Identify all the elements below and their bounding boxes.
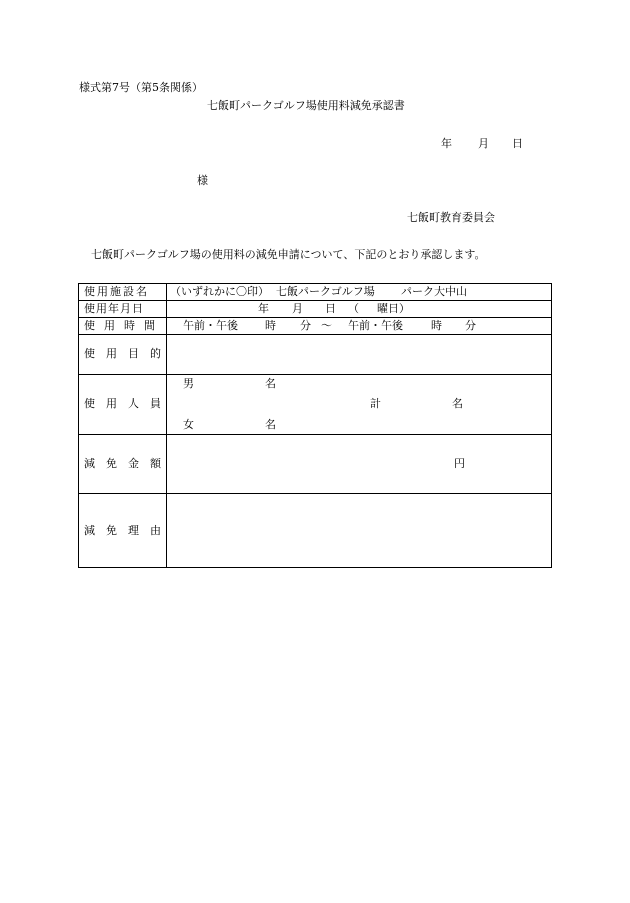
date-open-paren: （ bbox=[348, 302, 359, 315]
facility-option-oonakayama: パーク大中山 bbox=[401, 285, 467, 298]
persons-female-unit: 名 bbox=[265, 418, 276, 431]
row-divider bbox=[79, 334, 551, 335]
time-start-hour: 時 bbox=[265, 319, 276, 332]
amount-unit: 円 bbox=[454, 457, 465, 470]
time-end-ampm: 午前・午後 bbox=[348, 319, 403, 332]
reason-label: 減免理由 bbox=[84, 524, 172, 537]
time-label: 使用時間 bbox=[84, 319, 164, 332]
date-year: 年 bbox=[258, 302, 269, 315]
row-divider bbox=[79, 493, 551, 494]
issuer-name: 七飯町教育委員会 bbox=[407, 211, 495, 224]
addressee-suffix: 様 bbox=[197, 174, 208, 187]
date-label: 使用年月日 bbox=[84, 302, 144, 315]
time-end-hour: 時 bbox=[431, 319, 442, 332]
date-year-label: 年 bbox=[441, 137, 452, 150]
time-end-minute: 分 bbox=[465, 319, 476, 332]
facility-label: 使用施設名 bbox=[84, 285, 149, 298]
facility-option-nanae: 七飯パークゴルフ場 bbox=[276, 285, 375, 298]
persons-male-unit: 名 bbox=[265, 377, 276, 390]
persons-male-label: 男 bbox=[183, 377, 194, 390]
time-start-minute: 分 bbox=[300, 319, 311, 332]
row-divider bbox=[79, 374, 551, 375]
persons-female-label: 女 bbox=[183, 418, 194, 431]
approval-form-table bbox=[78, 283, 552, 568]
persons-label: 使用人員 bbox=[84, 397, 172, 410]
date-weekday: 曜日） bbox=[377, 302, 410, 315]
form-number: 様式第7号（第5条関係） bbox=[79, 81, 203, 94]
date-month: 月 bbox=[292, 302, 303, 315]
date-month-label: 月 bbox=[478, 137, 489, 150]
facility-note: （いずれかに〇印） bbox=[170, 285, 269, 298]
persons-total-label: 計 bbox=[370, 397, 381, 410]
document-title: 七飯町パークゴルフ場使用料減免承認書 bbox=[207, 99, 405, 112]
row-divider bbox=[79, 300, 551, 301]
amount-label: 減免金額 bbox=[84, 457, 172, 470]
time-start-ampm: 午前・午後 bbox=[183, 319, 238, 332]
persons-total-unit: 名 bbox=[452, 397, 463, 410]
approval-statement: 七飯町パークゴルフ場の使用料の減免申請について、下記のとおり承認します。 bbox=[91, 248, 486, 261]
purpose-label: 使用目的 bbox=[84, 347, 172, 360]
date-day: 日 bbox=[325, 302, 336, 315]
time-range-tilde: ～ bbox=[321, 319, 332, 332]
row-divider bbox=[79, 317, 551, 318]
row-divider bbox=[79, 434, 551, 435]
date-day-label: 日 bbox=[512, 137, 523, 150]
